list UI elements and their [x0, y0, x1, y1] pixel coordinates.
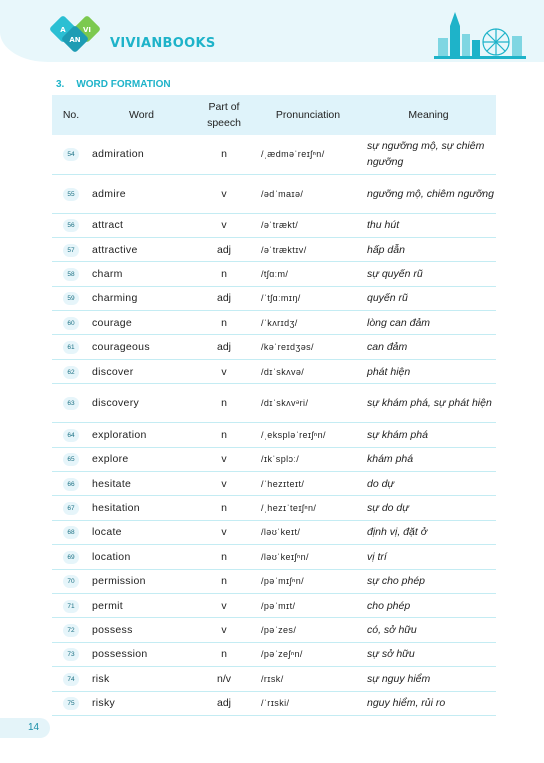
- row-number-cell: [52, 618, 90, 642]
- row-number: 68: [63, 526, 79, 539]
- row-part-of-speech: v: [193, 174, 255, 213]
- row-pronunciation: /ˈrɪski/: [255, 691, 361, 715]
- row-part-of-speech: n: [193, 262, 255, 286]
- row-number-cell: [52, 213, 90, 237]
- table-row: [52, 311, 496, 335]
- row-pronunciation: /ləʊˈkeɪʃⁿn/: [255, 545, 361, 569]
- row-number: 59: [63, 292, 79, 305]
- row-meaning: phát hiện: [361, 359, 496, 383]
- row-meaning: hấp dẫn: [361, 237, 496, 261]
- row-number: 75: [63, 697, 79, 710]
- row-number: 61: [63, 341, 79, 354]
- row-meaning: định vị, đặt ở: [361, 520, 496, 544]
- row-number: 72: [63, 624, 79, 637]
- row-number: 63: [63, 397, 79, 410]
- city-skyline-icon: [432, 6, 528, 62]
- row-meaning: sự sở hữu: [361, 642, 496, 666]
- row-number: 69: [63, 551, 79, 564]
- row-pronunciation: /ədˈmaɪə/: [255, 174, 361, 213]
- row-part-of-speech: n: [193, 384, 255, 423]
- logo-letter-vi: VI: [82, 26, 92, 34]
- row-number: 73: [63, 648, 79, 661]
- row-number: 64: [63, 429, 79, 442]
- section-title-text: WORD FORMATION: [76, 79, 171, 90]
- header-word: Word: [90, 95, 193, 135]
- table-row: [52, 667, 496, 691]
- table-row: [52, 447, 496, 471]
- row-word: attractive: [90, 237, 193, 261]
- vivianbooks-logo-icon: [50, 16, 100, 52]
- table-row: [52, 237, 496, 261]
- table-row: [52, 262, 496, 286]
- table-row: [52, 135, 496, 174]
- table-row: [52, 520, 496, 544]
- row-pronunciation: /dɪˈskʌvə/: [255, 359, 361, 383]
- row-number-cell: [52, 237, 90, 261]
- row-meaning: sự quyến rũ: [361, 262, 496, 286]
- row-pronunciation: /pəˈzes/: [255, 618, 361, 642]
- table-row: [52, 545, 496, 569]
- row-pronunciation: /pəˈmɪt/: [255, 593, 361, 617]
- row-pronunciation: /ˈtʃɑːmɪŋ/: [255, 286, 361, 310]
- row-pronunciation: /ˌekspləˈreɪʃⁿn/: [255, 423, 361, 447]
- row-part-of-speech: adj: [193, 237, 255, 261]
- row-part-of-speech: adj: [193, 335, 255, 359]
- row-word: possession: [90, 642, 193, 666]
- page-number: 14: [28, 722, 40, 733]
- row-number-cell: [52, 286, 90, 310]
- row-number: 58: [63, 268, 79, 281]
- row-meaning: sự nguy hiểm: [361, 667, 496, 691]
- header-pos-line2: speech: [207, 117, 241, 129]
- row-part-of-speech: v: [193, 593, 255, 617]
- row-number: 60: [63, 317, 79, 330]
- row-meaning: vị trí: [361, 545, 496, 569]
- row-meaning: sự ngưỡng mộ, sự chiêm ngưỡng: [361, 135, 496, 174]
- row-word: admiration: [90, 135, 193, 174]
- row-part-of-speech: v: [193, 213, 255, 237]
- table-header-row: [52, 95, 496, 135]
- table-row: [52, 569, 496, 593]
- row-meaning: thu hút: [361, 213, 496, 237]
- row-number-cell: [52, 262, 90, 286]
- section-number: 3.: [56, 79, 65, 90]
- row-pronunciation: /pəˈmɪʃⁿn/: [255, 569, 361, 593]
- brand-name: VIVIANBOOKS: [110, 36, 216, 51]
- row-meaning: khám phá: [361, 447, 496, 471]
- row-pronunciation: /ləʊˈkeɪt/: [255, 520, 361, 544]
- row-number-cell: [52, 447, 90, 471]
- row-meaning: lòng can đảm: [361, 311, 496, 335]
- row-word: hesitation: [90, 496, 193, 520]
- row-meaning: sự cho phép: [361, 569, 496, 593]
- row-number-cell: [52, 135, 90, 174]
- row-word: possess: [90, 618, 193, 642]
- row-word: courageous: [90, 335, 193, 359]
- row-part-of-speech: n: [193, 569, 255, 593]
- row-pronunciation: /ˈkʌrɪdʒ/: [255, 311, 361, 335]
- row-word: charm: [90, 262, 193, 286]
- row-meaning: can đảm: [361, 335, 496, 359]
- row-meaning: do dự: [361, 472, 496, 496]
- header-pos-line1: Part of: [208, 101, 240, 113]
- row-word: admire: [90, 174, 193, 213]
- header-no: No.: [52, 95, 90, 135]
- row-pronunciation: /ɪkˈsplɔː/: [255, 447, 361, 471]
- table-row: [52, 472, 496, 496]
- row-meaning: ngưỡng mộ, chiêm ngưỡng: [361, 174, 496, 213]
- row-number: 56: [63, 219, 79, 232]
- row-part-of-speech: n: [193, 496, 255, 520]
- row-meaning: sự khám phá: [361, 423, 496, 447]
- header-meaning: Meaning: [361, 95, 496, 135]
- row-pronunciation: /əˈtræktɪv/: [255, 237, 361, 261]
- table-row: [52, 286, 496, 310]
- row-number: 67: [63, 502, 79, 515]
- table-row: [52, 618, 496, 642]
- word-formation-table: [52, 95, 496, 716]
- row-part-of-speech: n: [193, 135, 255, 174]
- row-number-cell: [52, 691, 90, 715]
- row-word: permission: [90, 569, 193, 593]
- row-part-of-speech: v: [193, 447, 255, 471]
- row-number-cell: [52, 423, 90, 447]
- row-meaning: sự do dự: [361, 496, 496, 520]
- section-title: [56, 79, 171, 90]
- row-word: charming: [90, 286, 193, 310]
- row-part-of-speech: v: [193, 359, 255, 383]
- row-number-cell: [52, 311, 90, 335]
- row-pronunciation: /tʃɑːm/: [255, 262, 361, 286]
- row-number-cell: [52, 496, 90, 520]
- row-part-of-speech: v: [193, 472, 255, 496]
- row-word: attract: [90, 213, 193, 237]
- row-number: 74: [63, 673, 79, 686]
- row-word: permit: [90, 593, 193, 617]
- row-number-cell: [52, 545, 90, 569]
- row-word: risk: [90, 667, 193, 691]
- table-row: [52, 213, 496, 237]
- row-number-cell: [52, 520, 90, 544]
- row-part-of-speech: n: [193, 545, 255, 569]
- row-meaning: nguy hiểm, rủi ro: [361, 691, 496, 715]
- row-number-cell: [52, 174, 90, 213]
- row-word: discover: [90, 359, 193, 383]
- row-part-of-speech: n/v: [193, 667, 255, 691]
- table-row: [52, 691, 496, 715]
- row-word: location: [90, 545, 193, 569]
- row-number: 62: [63, 366, 79, 379]
- row-number-cell: [52, 472, 90, 496]
- row-meaning: có, sở hữu: [361, 618, 496, 642]
- row-meaning: cho phép: [361, 593, 496, 617]
- header-pronunciation: Pronunciation: [255, 95, 361, 135]
- row-word: hesitate: [90, 472, 193, 496]
- row-meaning: quyến rũ: [361, 286, 496, 310]
- row-number: 71: [63, 600, 79, 613]
- row-pronunciation: /ˌædməˈreɪʃⁿn/: [255, 135, 361, 174]
- table-row: [52, 335, 496, 359]
- row-word: explore: [90, 447, 193, 471]
- row-word: discovery: [90, 384, 193, 423]
- row-word: exploration: [90, 423, 193, 447]
- table-row: [52, 642, 496, 666]
- row-pronunciation: /ˌhezɪˈteɪʃⁿn/: [255, 496, 361, 520]
- row-number-cell: [52, 359, 90, 383]
- row-number: 70: [63, 575, 79, 588]
- row-number-cell: [52, 642, 90, 666]
- row-part-of-speech: n: [193, 642, 255, 666]
- row-pronunciation: /pəˈzeʃⁿn/: [255, 642, 361, 666]
- table-row: [52, 359, 496, 383]
- table-row: [52, 496, 496, 520]
- row-part-of-speech: adj: [193, 691, 255, 715]
- row-word: courage: [90, 311, 193, 335]
- row-number: 54: [63, 148, 79, 161]
- table-row: [52, 423, 496, 447]
- row-pronunciation: /kəˈreɪdʒəs/: [255, 335, 361, 359]
- logo-letter-a: A: [60, 26, 66, 34]
- row-number-cell: [52, 335, 90, 359]
- row-number-cell: [52, 384, 90, 423]
- row-part-of-speech: v: [193, 520, 255, 544]
- row-pronunciation: /dɪˈskʌvᵊri/: [255, 384, 361, 423]
- page-number-tab: [0, 718, 50, 738]
- row-part-of-speech: n: [193, 423, 255, 447]
- table-row: [52, 174, 496, 213]
- header-part-of-speech: [193, 95, 255, 135]
- row-meaning: sự khám phá, sự phát hiện: [361, 384, 496, 423]
- row-word: risky: [90, 691, 193, 715]
- row-number: 57: [63, 244, 79, 257]
- row-number-cell: [52, 593, 90, 617]
- row-number-cell: [52, 569, 90, 593]
- row-number: 55: [63, 188, 79, 201]
- row-word: locate: [90, 520, 193, 544]
- row-part-of-speech: n: [193, 311, 255, 335]
- row-number: 65: [63, 453, 79, 466]
- row-part-of-speech: adj: [193, 286, 255, 310]
- table-body: [52, 135, 496, 715]
- row-number: 66: [63, 478, 79, 491]
- row-pronunciation: /rɪsk/: [255, 667, 361, 691]
- row-part-of-speech: v: [193, 618, 255, 642]
- logo-letter-an: AN: [69, 36, 81, 44]
- table-row: [52, 384, 496, 423]
- row-pronunciation: /əˈtrækt/: [255, 213, 361, 237]
- table-row: [52, 593, 496, 617]
- row-number-cell: [52, 667, 90, 691]
- row-pronunciation: /ˈhezɪteɪt/: [255, 472, 361, 496]
